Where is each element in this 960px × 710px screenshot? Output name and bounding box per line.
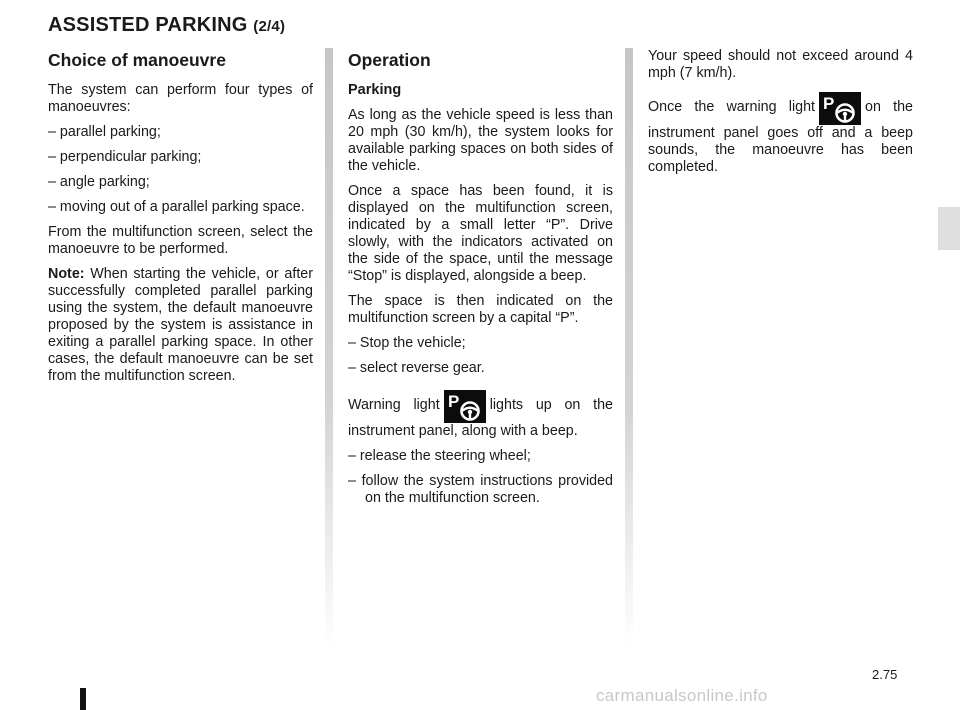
list-item: – angle parking; [48,174,150,190]
operation-paragraph-2: Once a space has been found, it is displayed on the multifunction screen, indicated by a small letter “P”. Drive slowly, with the indicators activated on the side of the space, until the message “Stop” is displayed, alongside a beep. [348,183,613,284]
warning-light-paragraph [348,390,613,440]
list-item: – moving out of a parallel parking space. [48,199,305,215]
column-divider [325,48,333,648]
page-title [48,14,285,37]
list-item: – select reverse gear. [348,360,485,376]
page-title-part: (2/4) [253,18,286,35]
page-number: 2.75 [872,667,898,682]
svg-text:P: P [823,94,835,113]
parking-assist-warning-icon [819,92,861,125]
parking-assist-warning-icon [444,390,486,423]
note-paragraph [48,266,313,385]
page-title-text: ASSISTED PARKING [48,14,248,36]
list-item: – follow the system instructions provided on the multifunction screen. [348,473,613,506]
warning-text-after: lights up on the instrument panel, along with a beep. [348,397,613,439]
completion-text-before: Once the warning light [648,99,815,115]
subheading-parking: Parking [348,82,402,98]
section-tab-marker [938,207,960,250]
list-item: – release the steering wheel; [348,448,531,464]
list-item: – Stop the vehicle; [348,335,466,351]
note-text: When starting the vehicle, or after successfully completed parallel parking using the system, the default manoeuvre proposed by the system is assistance in exiting a parallel parking space. In other cases, the default manoeuvre can be set from the multifunction screen. [48,266,313,384]
speed-paragraph: Your speed should not exceed around 4 mph (7 km/h). [648,48,913,81]
note-label: Note: [48,266,85,282]
operation-paragraph-3: The space is then indicated on the multifunction screen by a capital “P”. [348,293,613,326]
operation-paragraph-1: As long as the vehicle speed is less than 20 mph (30 km/h), the system looks for available parking spaces on both sides of the vehicle. [348,107,613,174]
list-item: – perpendicular parking; [48,149,202,165]
intro-text: The system can perform four types of manoeuvres: [48,82,313,115]
list-item: – parallel parking; [48,124,161,140]
column-divider [625,48,633,648]
column-operation [348,49,613,515]
column-continued [648,48,913,184]
select-manoeuvre-text: From the multifunction screen, select the manoeuvre to be performed. [48,224,313,257]
heading-choice-of-manoeuvre: Choice of manoeuvre [48,50,226,70]
heading-operation: Operation [348,50,431,70]
svg-text:P: P [447,392,460,411]
warning-text-before: Warning light [348,397,440,413]
corner-mark [80,688,86,710]
completion-paragraph [648,92,913,176]
watermark: carmanualsonline.info [596,686,768,705]
completion-text-after: on the instrument panel goes off and a beep sounds, the manoeuvre has been completed. [648,99,913,175]
column-choice-of-manoeuvre [48,49,313,393]
